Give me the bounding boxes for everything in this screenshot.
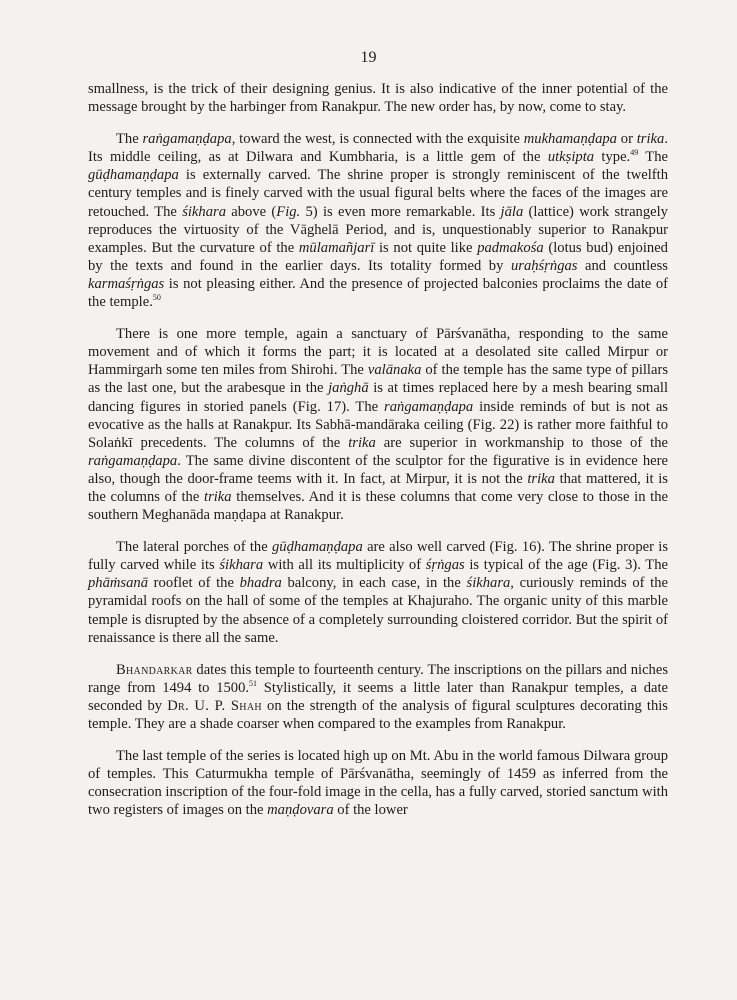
- footnote-ref-49: 49: [630, 148, 639, 158]
- paragraph-5: Bhandarkar dates this temple to fourteenth century. The inscriptions on the pillars and niches range from 1494 to 1500.51 Stylistically, it seems a little later than Ranakpur temples, a date seconded by Dr. U. P. Shah on the strength of the analysis of figural sculptures decorating this temple. They are a shade coarser when compared to the examples from Ranakpur.: [88, 661, 669, 732]
- paragraph-6: The last temple of the series is located high up on Mt. Abu in the world famous Dilwara group of temples. This Caturmukha temple of Pārśvanātha, seemingly of 1459 as inferred from the consecration inscription of the four-fold image in the cella, has a fully carved, storied sanctum with two registers of images on the maṇḍovara of the lower: [88, 748, 668, 819]
- paragraph-3: There is one more temple, again a sanctuary of Pārśvanātha, responding to the same movement and of which it forms the part; it is located at a desolated site called Mirpur or Hammirgarh some ten miles from Shirohi. The valānaka of the temple has the same type of pillars as the last one, but the arabesque in the jaṅghā is at times replaced here by a mesh bearing small dancing figures in storied panels (Fig. 17). The raṅgamaṇḍapa inside reminds of but is not as evocative as the halls at Ranakpur. Its Sabhā-mandāraka ceiling (Fig. 22) is rather more faithful to Solaṅkī precedents. The columns of the trika are superior in workmanship to those of the raṅgamaṇḍapa. The same divine discontent of the sculptor for the figurative is in evidence here also, though the door-frame teems with it. In fact, at Mirpur, it is not the trika that mattered, it is the columns of the trika themselves. And it is these columns that come very close to those in the southern Meghanāda maṇḍapa at Ranakpur.: [88, 326, 669, 524]
- body-text: [88, 80, 668, 819]
- author-bhandarkar: Bhandarkar: [116, 661, 193, 678]
- paragraph-4: The lateral porches of the gūḍhamaṇḍapa are also well carved (Fig. 16). The shrine proper is fully carved while its śikhara with all its multiplicity of śṛṅgas is typical of the age (Fig. 3). The phāṁsanā rooflet of the bhadra balcony, in each case, in the śikhara, curiously reminds of the pyramidal roofs on the hall of some of the temples at Khajuraho. The organic unity of this marble temple is disrupted by the absence of a completely surrounding cloistered corridor. But the spirit of renaissance is there all the same.: [88, 539, 668, 646]
- author-shah: Dr. U. P. Shah: [167, 697, 262, 714]
- footnote-ref-50: 50: [152, 293, 161, 303]
- paragraph-1: smallness, is the trick of their designing genius. It is also indicative of the inner potential of the message brought by the harbinger from Ranakpur. The new order has, by now, come to stay.: [88, 81, 668, 116]
- page-number: 19: [360, 49, 377, 66]
- footnote-ref-51: 51: [249, 678, 258, 688]
- paragraph-2: The raṅgamaṇḍapa, toward the west, is connected with the exquisite mukhamaṇḍapa or trika. Its middle ceiling, as at Dilwara and Kumbharia, is a little gem of the utkṣipta type.$^{49}$ The gūḍhamaṇḍapa is externally carved. The shrine proper is strongly reminiscent of the twelfth century temples and is finely carved with the usual figural belts where the faces of the images are retouched. The śikhara above (Fig. 5) is even more remarkable. Its jāla (lattice) work strangely reproduces the virtuosity of the Vāghelā Period, and is, unquestionably superior to Ranakpur examples. But the curvature of the mūlamañjarī is not quite like padmakośa (lotus bud) enjoined by the texts and found in the earlier days. Its totality formed by uraḥśṛṅgas and countless karmaśṛṅgas is not pleasing either. And the presence of projected balconies proclaims the date of the temple.$^{50}$: [88, 131, 668, 311]
